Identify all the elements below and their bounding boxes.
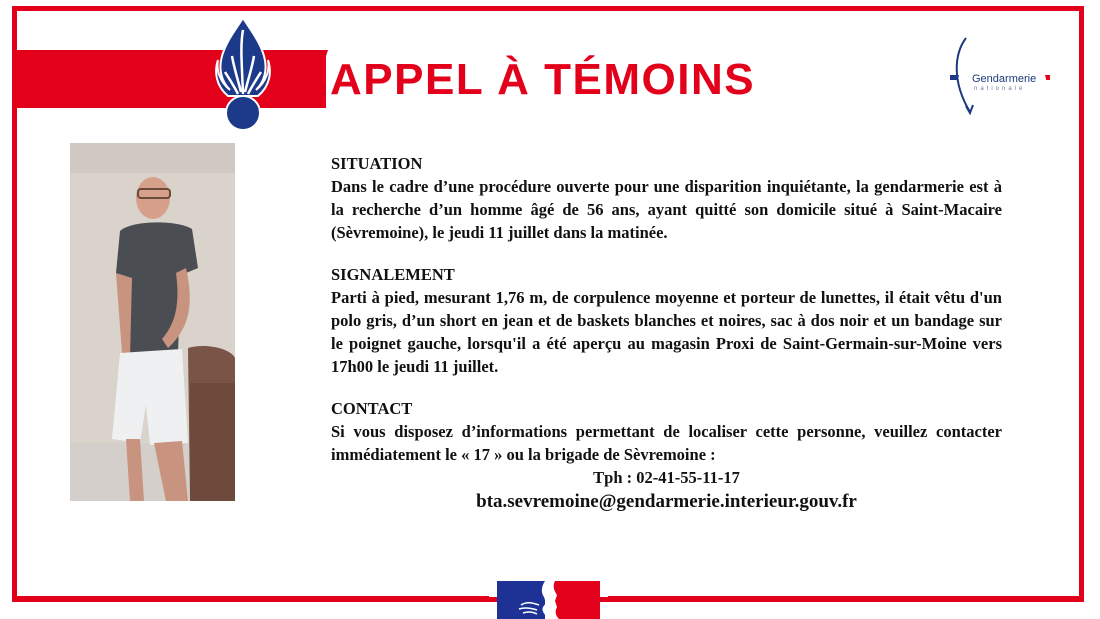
header-red-band	[12, 50, 326, 108]
contact-email: bta.sevremoine@gendarmerie.interieur.gouv.fr	[476, 491, 857, 512]
logo-text-nationale: nationale	[974, 86, 1026, 92]
page-title: APPEL À TÉMOINS	[330, 55, 756, 104]
gendarmerie-grenade-icon	[212, 16, 274, 134]
contact-phone: Tph : 02-41-55-11-17	[593, 468, 740, 487]
footer-line-left	[17, 596, 489, 601]
marianne-republique-francaise-icon	[497, 581, 600, 619]
missing-person-photo	[70, 143, 235, 501]
footer-line-right	[608, 596, 1080, 601]
section-heading-contact: CONTACT	[331, 399, 413, 418]
notice-content	[331, 152, 1002, 515]
section-heading-situation: SITUATION	[331, 154, 423, 173]
section-body-contact: Si vous disposez d’informations permettant de localiser cette personne, veuillez contacter immédiatement le « 17 » ou la brigade de Sèvremoine :	[331, 422, 1002, 464]
section-body-signalement: Parti à pied, mesurant 1,76 m, de corpulence moyenne et porteur de lunettes, il était vêtu d'un polo gris, d’un short en jean et de baskets blanches et noires, sac à dos noir et un bandage sur le poignet gauche, lorsqu'il a été aperçu au magasin Proxi de Saint-Germain-sur-Moine vers 17h00 le jeudi 11 juillet.	[331, 288, 1002, 376]
section-heading-signalement: SIGNALEMENT	[331, 265, 455, 284]
logo-text-gendarmerie: Gendarmerie	[972, 73, 1037, 85]
section-body-situation: Dans le cadre d’une procédure ouverte pour une disparition inquiétante, la gendarmerie est à la recherche d’un homme âgé de 56 ans, ayant quitté son domicile situé à Saint-Macaire (Sèvremoine), le jeudi 11 juillet dans la matinée.	[331, 177, 1002, 242]
